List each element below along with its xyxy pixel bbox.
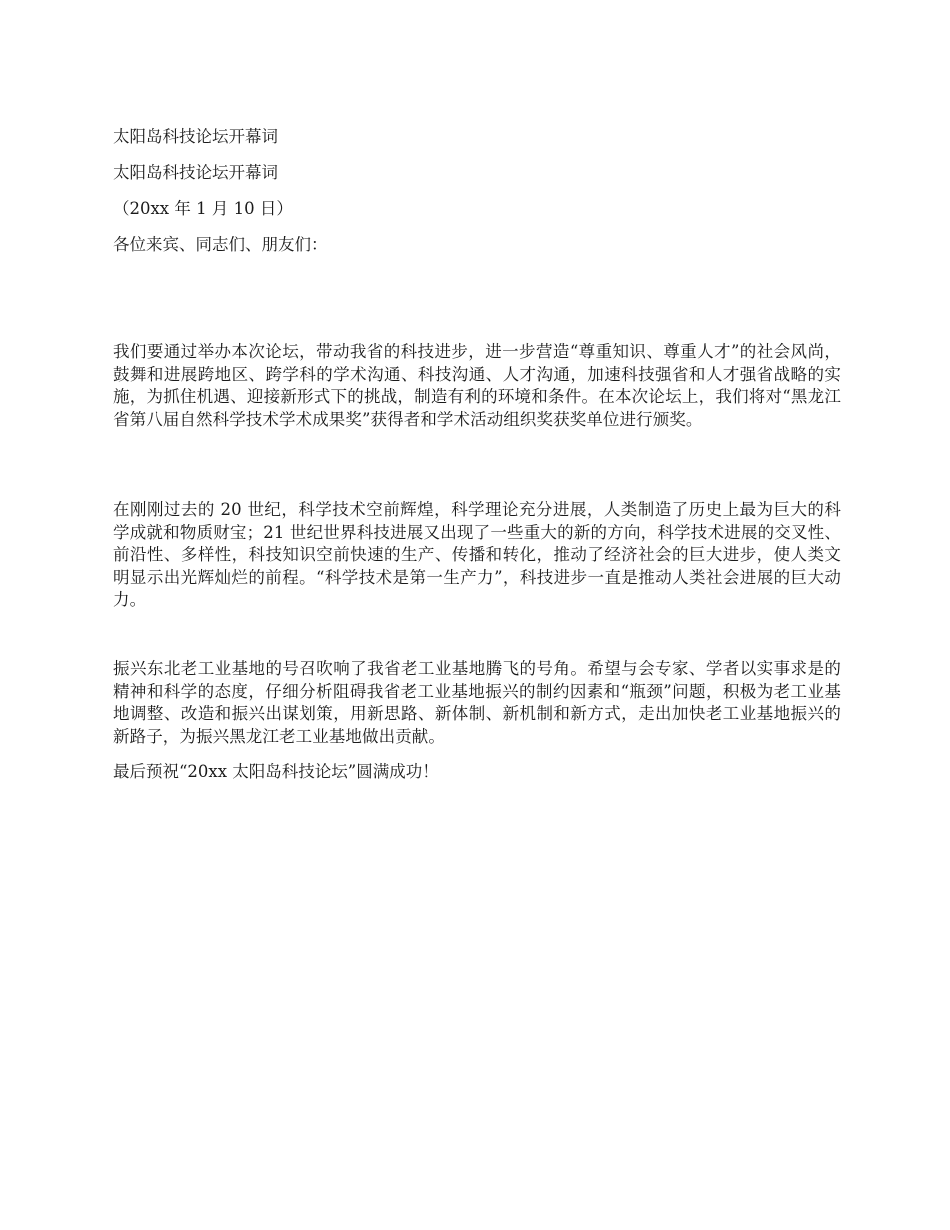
- paragraph-northeast-revitalization: 振兴东北老工业基地的号召吹响了我省老工业基地腾飞的号角。希望与会专家、学者以实事求是的精神和科学的态度，仔细分析阻碍我省老工业基地振兴的制约因素和“瓶颈”问题，积极为老工业基地调整、改造和振兴出谋划策，用新思路、新体制、新机制和新方式，走出加快老工业基地振兴的新路子，为振兴黑龙江老工业基地做出贡献。: [113, 659, 841, 746]
- document-title: 太阳岛科技论坛开幕词: [113, 127, 278, 146]
- document-subtitle: 太阳岛科技论坛开幕词: [113, 163, 278, 182]
- paragraph-science-progress: 在刚刚过去的 20 世纪，科学技术空前辉煌，科学理论充分进展，人类制造了历史上最为巨大的科学成就和物质财宝；21 世纪世界科技进展又出现了一些重大的新的方向，科学技术进展的交叉性、前沿性、多样性，科技知识空前快速的生产、传播和转化，推动了经济社会的巨大进步，使人类文明显示出光辉灿烂的前程。“科学技术是第一生产力”，科技进步一直是推动人类社会进展的巨大动力。: [113, 500, 841, 609]
- paragraph-forum-purpose: 我们要通过举办本次论坛，带动我省的科技进步，进一步营造“尊重知识、尊重人才”的社会风尚，鼓舞和进展跨地区、跨学科的学术沟通、科技沟通、人才沟通，加速科技强省和人才强省战略的实施，为抓住机遇、迎接新形式下的挑战，制造有利的环境和条件。在本次论坛上，我们将对“黑龙江省第八届自然科学技术学术成果奖”获得者和学术活动组织奖获奖单位进行颁奖。: [113, 342, 841, 429]
- document-date: （20xx 年 1 月 10 日）: [113, 199, 293, 218]
- salutation: 各位来宾、同志们、朋友们：: [113, 235, 328, 254]
- closing-remark: 最后预祝“20xx 太阳岛科技论坛”圆满成功！: [113, 762, 439, 781]
